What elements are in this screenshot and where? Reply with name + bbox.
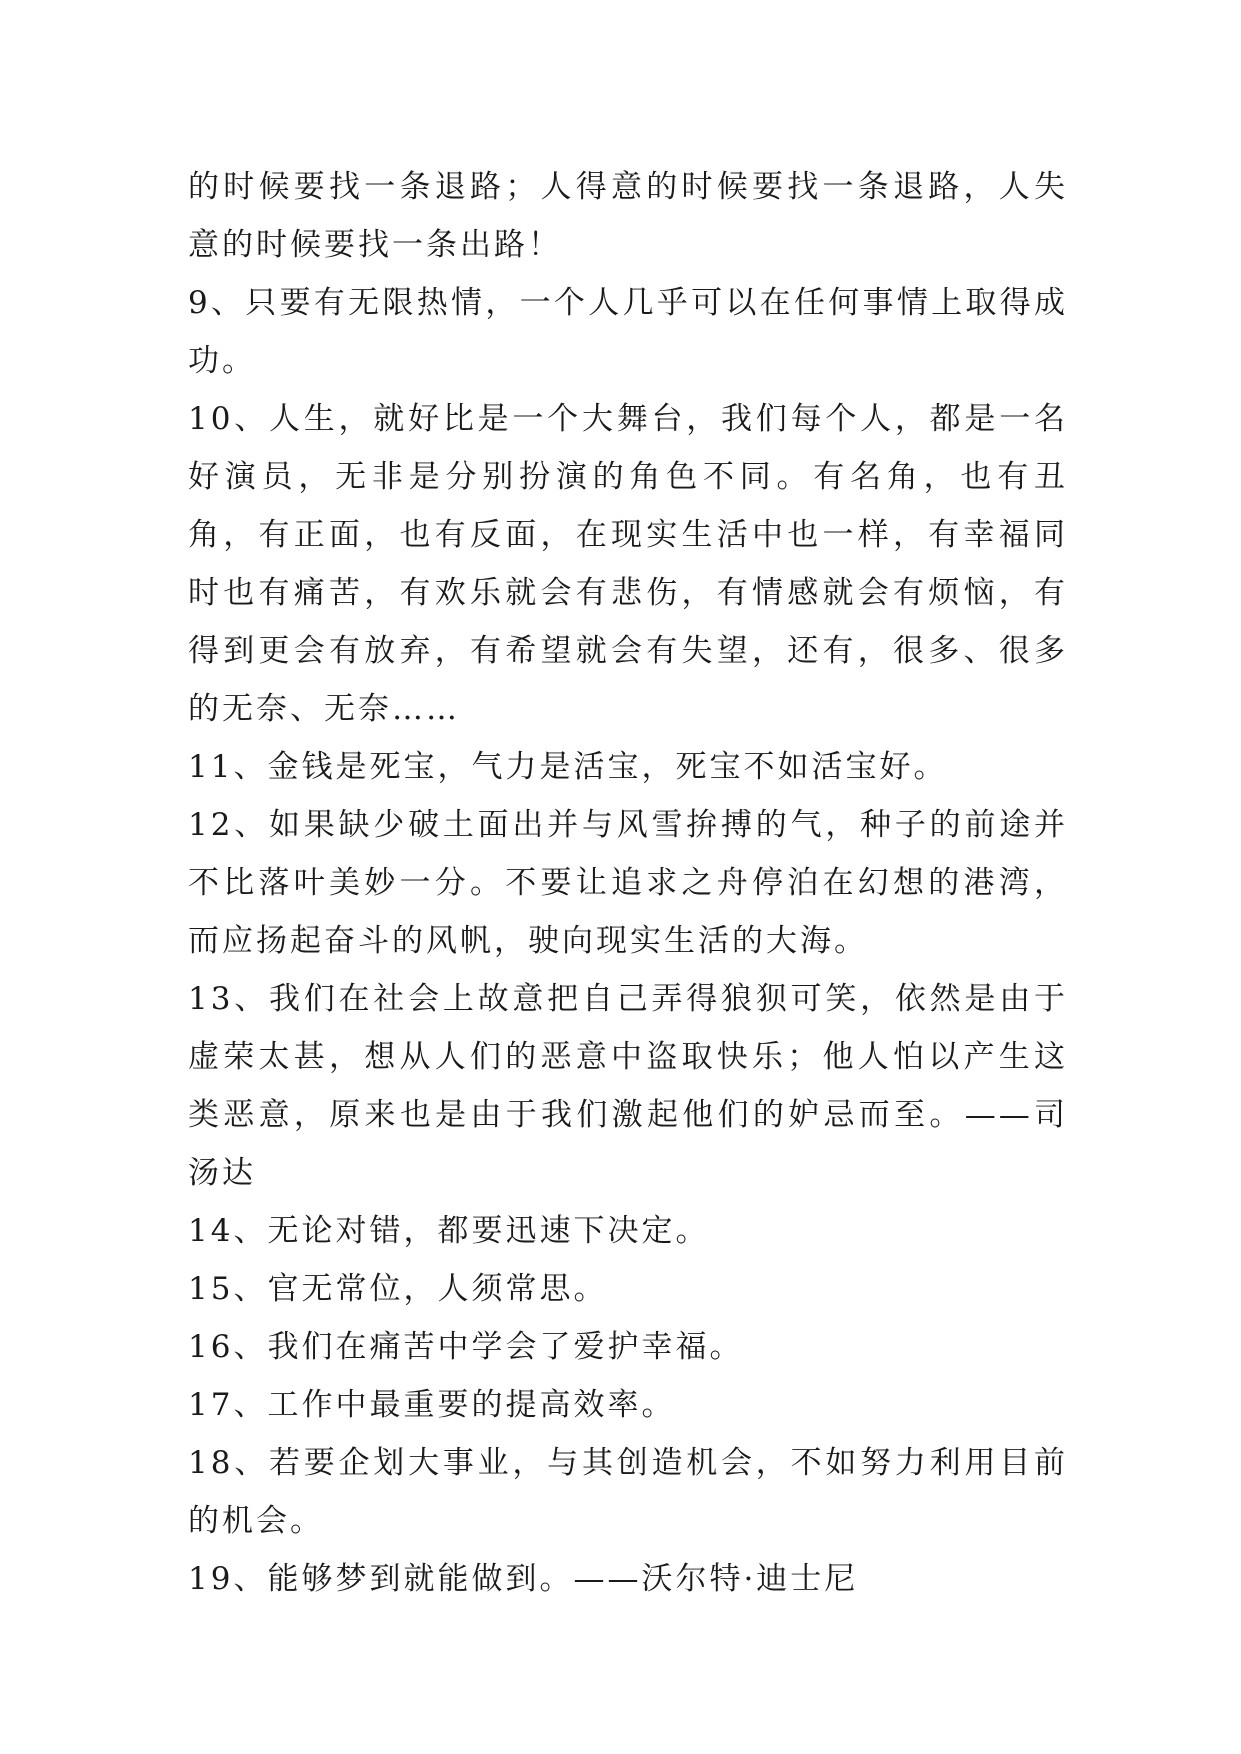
paragraph: 9、只要有无限热情，一个人几乎可以在任何事情上取得成功。 xyxy=(188,285,1068,379)
paragraph: 11、金钱是死宝，气力是活宝，死宝不如活宝好。 xyxy=(188,749,948,785)
paragraph: 15、官无常位，人须常思。 xyxy=(188,1271,608,1307)
paragraph: 13、我们在社会上故意把自己弄得狼狈可笑，依然是由于虚荣太甚，想从人们的恶意中盗取快乐；他人怕以产生这类恶意，原来也是由于我们激起他们的妒忌而至。——司汤达 xyxy=(188,981,1068,1191)
paragraph: 17、工作中最重要的提高效率。 xyxy=(188,1387,676,1423)
paragraph: 14、无论对错，都要迅速下决定。 xyxy=(188,1213,710,1249)
paragraph: 16、我们在痛苦中学会了爱护幸福。 xyxy=(188,1329,744,1365)
paragraph: 10、人生，就好比是一个大舞台，我们每个人，都是一名好演员，无非是分别扮演的角色不同。有名角，也有丑角，有正面，也有反面，在现实生活中也一样，有幸福同时也有痛苦，有欢乐就会有悲伤，有情感就会有烦恼，有得到更会有放弃，有希望就会有失望，还有，很多、很多的无奈、无奈…… xyxy=(188,401,1068,727)
paragraph: 18、若要企划大事业，与其创造机会，不如努力利用目前的机会。 xyxy=(188,1445,1068,1539)
paragraph: 的时候要找一条退路；人得意的时候要找一条退路，人失意的时候要找一条出路！ xyxy=(188,169,1068,263)
paragraph: 19、能够梦到就能做到。——沃尔特·迪士尼 xyxy=(188,1561,859,1597)
document-body xyxy=(188,158,1068,1608)
paragraph: 12、如果缺少破土面出并与风雪拚搏的气，种子的前途并不比落叶美妙一分。不要让追求之舟停泊在幻想的港湾，而应扬起奋斗的风帆，驶向现实生活的大海。 xyxy=(188,807,1068,959)
